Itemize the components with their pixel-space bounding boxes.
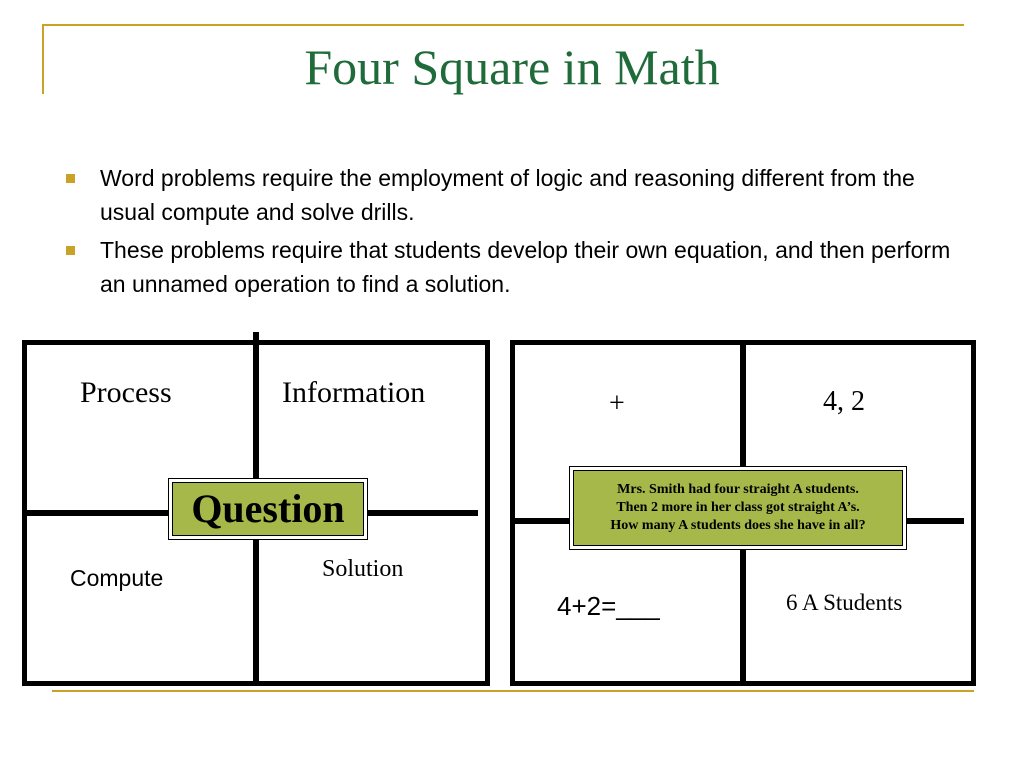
word-problem-line: Mrs. Smith had four straight A students. (617, 482, 859, 497)
question-box: Question (172, 482, 364, 536)
square-bullet-icon (66, 246, 75, 255)
slide-title: Four Square in Math (304, 39, 720, 95)
bullet-text: Word problems require the employment of logic and reasoning different from the usual compute and solve drills. (100, 165, 915, 225)
square-bullet-icon (66, 174, 75, 183)
word-problem-line: Then 2 more in her class got straight A’s. (616, 500, 860, 515)
top-decorative-line (42, 24, 964, 26)
bullet-item (62, 233, 962, 301)
left-top-left-label: Process (80, 376, 172, 409)
bullet-list (62, 161, 962, 305)
left-top-right-label: Information (282, 376, 426, 409)
right-top-right-label: 4, 2 (823, 386, 865, 417)
bullet-item (62, 161, 962, 229)
word-problem-box (573, 470, 903, 546)
right-top-left-label: + (609, 388, 625, 419)
bullet-text: These problems require that students develop their own equation, and then perform an unnamed operation to find a solution. (100, 237, 951, 297)
left-bottom-left-label: Compute (70, 565, 164, 591)
word-problem-line: How many A students does she have in all? (610, 518, 866, 533)
left-bottom-right-label: Solution (322, 556, 404, 582)
right-bottom-left-label: 4+2=___ (557, 591, 660, 621)
bottom-decorative-line (52, 690, 974, 692)
right-bottom-right-label: 6 A Students (786, 590, 903, 615)
